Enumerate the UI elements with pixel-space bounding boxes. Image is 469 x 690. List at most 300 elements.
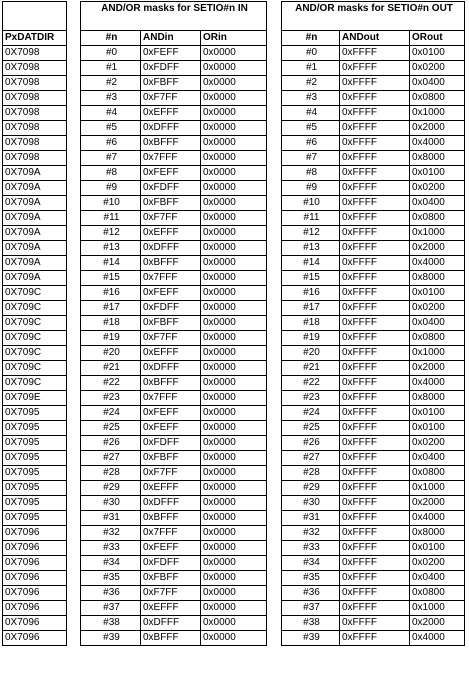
table-cell: 0x0000 xyxy=(201,331,267,346)
table-row xyxy=(81,571,267,586)
table-cell: 0x8000 xyxy=(410,271,465,286)
table-row xyxy=(3,301,67,316)
table-cell: 0xBFFF xyxy=(141,511,201,526)
table-cell: 0xFFFF xyxy=(340,391,410,406)
table-cell: 0x0000 xyxy=(201,586,267,601)
table-row xyxy=(282,91,465,106)
table-cell: 0X7098 xyxy=(3,76,67,91)
table-row xyxy=(3,226,67,241)
table-row xyxy=(81,421,267,436)
table-cell: #39 xyxy=(81,631,141,646)
table-cell: 0X709C xyxy=(3,331,67,346)
table-cell: 0X7095 xyxy=(3,496,67,511)
table-row xyxy=(3,331,67,346)
table-row xyxy=(282,571,465,586)
table-cell: 0x4000 xyxy=(410,376,465,391)
table-cell: 0xFBFF xyxy=(141,451,201,466)
table-row xyxy=(3,436,67,451)
table-cell: 0xFFFF xyxy=(340,526,410,541)
table-row xyxy=(282,181,465,196)
masks-out-title: AND/OR masks for SETIO#n OUT xyxy=(282,2,465,31)
table-row xyxy=(81,406,267,421)
table-cell: 0X709C xyxy=(3,301,67,316)
table-cell: 0xFFFF xyxy=(340,91,410,106)
table-row xyxy=(81,121,267,136)
table-cell: 0xFBFF xyxy=(141,196,201,211)
table-cell: #34 xyxy=(81,556,141,571)
table-row xyxy=(81,91,267,106)
table-cell: #8 xyxy=(282,166,340,181)
table-cell: 0x0000 xyxy=(201,106,267,121)
table-row xyxy=(81,376,267,391)
masks-out-table xyxy=(281,1,465,646)
table-row xyxy=(3,526,67,541)
table-row xyxy=(3,451,67,466)
table-cell: #29 xyxy=(81,481,141,496)
table-row xyxy=(81,466,267,481)
table-row xyxy=(3,466,67,481)
table-cell: 0xFDFF xyxy=(141,61,201,76)
table-row xyxy=(3,406,67,421)
table-row xyxy=(81,106,267,121)
table-cell: #17 xyxy=(282,301,340,316)
table-row xyxy=(81,181,267,196)
table-cell: 0xBFFF xyxy=(141,376,201,391)
table-cell: #30 xyxy=(282,496,340,511)
table-row xyxy=(81,196,267,211)
table-cell: 0xF7FF xyxy=(141,466,201,481)
table-cell: #28 xyxy=(282,466,340,481)
table-cell: 0xFEFF xyxy=(141,421,201,436)
table-cell: #21 xyxy=(282,361,340,376)
table-cell: #35 xyxy=(81,571,141,586)
table-row xyxy=(282,481,465,496)
table-cell: 0xFFFF xyxy=(340,136,410,151)
table-cell: 0x0000 xyxy=(201,616,267,631)
table-cell: 0xFEFF xyxy=(141,166,201,181)
table-cell: #23 xyxy=(282,391,340,406)
table-row xyxy=(282,331,465,346)
table-cell: 0X709C xyxy=(3,376,67,391)
table-cell: 0x8000 xyxy=(410,391,465,406)
datdir-table-body xyxy=(3,2,67,646)
table-cell: 0x8000 xyxy=(410,151,465,166)
table-cell: 0X7095 xyxy=(3,436,67,451)
table-cell: 0xDFFF xyxy=(141,361,201,376)
table-cell: 0xFFFF xyxy=(340,181,410,196)
table-cell: 0x0200 xyxy=(410,61,465,76)
table-cell: 0xFDFF xyxy=(141,436,201,451)
table-cell: 0x0000 xyxy=(201,151,267,166)
table-cell: #14 xyxy=(282,256,340,271)
table-cell: 0X7098 xyxy=(3,91,67,106)
table-cell: 0x0100 xyxy=(410,286,465,301)
table-cell: 0x0000 xyxy=(201,301,267,316)
table-cell: #15 xyxy=(282,271,340,286)
table-row xyxy=(282,286,465,301)
table-cell: 0x0000 xyxy=(201,406,267,421)
table-cell: 0x0000 xyxy=(201,556,267,571)
table-row xyxy=(81,361,267,376)
table-cell: #37 xyxy=(282,601,340,616)
table-row xyxy=(282,241,465,256)
table-row xyxy=(3,481,67,496)
table-cell: 0x0000 xyxy=(201,46,267,61)
table-row xyxy=(3,361,67,376)
table-cell: #27 xyxy=(282,451,340,466)
table-row xyxy=(3,271,67,286)
table-cell: #20 xyxy=(282,346,340,361)
table-cell: 0xEFFF xyxy=(141,346,201,361)
table-cell: #1 xyxy=(81,61,141,76)
table-row xyxy=(282,376,465,391)
table-row xyxy=(3,541,67,556)
table-cell: 0xFFFF xyxy=(340,61,410,76)
table-cell: 0x2000 xyxy=(410,361,465,376)
table-row xyxy=(3,106,67,121)
table-cell: #10 xyxy=(81,196,141,211)
table-row xyxy=(3,241,67,256)
table-cell: 0xFFFF xyxy=(340,451,410,466)
datdir-blank-row xyxy=(3,2,67,31)
datdir-table xyxy=(2,1,67,646)
table-cell: 0x7FFF xyxy=(141,526,201,541)
table-cell: 0X7098 xyxy=(3,106,67,121)
table-cell: 0x0000 xyxy=(201,541,267,556)
table-row xyxy=(282,466,465,481)
table-cell: 0X709A xyxy=(3,181,67,196)
table-cell: 0xFFFF xyxy=(340,496,410,511)
table-cell: 0X709A xyxy=(3,241,67,256)
table-row xyxy=(282,616,465,631)
table-cell: 0X7095 xyxy=(3,511,67,526)
table-cell: 0X709C xyxy=(3,316,67,331)
table-cell: #23 xyxy=(81,391,141,406)
table-cell: #10 xyxy=(282,196,340,211)
table-row xyxy=(81,601,267,616)
table-cell: #7 xyxy=(81,151,141,166)
table-row xyxy=(3,121,67,136)
table-row xyxy=(81,256,267,271)
table-cell: #13 xyxy=(282,241,340,256)
table-row xyxy=(282,46,465,61)
table-cell: #35 xyxy=(282,571,340,586)
table-row xyxy=(81,436,267,451)
table-cell: #17 xyxy=(81,301,141,316)
table-cell: 0xFFFF xyxy=(340,436,410,451)
table-cell: 0x0400 xyxy=(410,196,465,211)
table-cell: 0x4000 xyxy=(410,631,465,646)
table-cell: 0x0000 xyxy=(201,481,267,496)
table-row xyxy=(81,286,267,301)
table-cell: #19 xyxy=(282,331,340,346)
table-row xyxy=(81,61,267,76)
masks-in-table-body xyxy=(81,2,267,646)
table-cell: 0x0000 xyxy=(201,511,267,526)
table-row xyxy=(3,181,67,196)
table-cell: 0xFFFF xyxy=(340,361,410,376)
table-cell: 0x0000 xyxy=(201,421,267,436)
table-cell: 0x1000 xyxy=(410,481,465,496)
table-cell: #24 xyxy=(81,406,141,421)
table-row xyxy=(3,346,67,361)
table-cell: 0x4000 xyxy=(410,511,465,526)
table-cell: 0x0100 xyxy=(410,406,465,421)
table-cell: 0x0100 xyxy=(410,421,465,436)
table-cell: 0X7098 xyxy=(3,46,67,61)
table-cell: 0xFFFF xyxy=(340,331,410,346)
table-cell: 0X709A xyxy=(3,196,67,211)
table-row xyxy=(282,61,465,76)
table-cell: 0x0000 xyxy=(201,166,267,181)
table-cell: 0x0000 xyxy=(201,61,267,76)
table-cell: 0xFEFF xyxy=(141,46,201,61)
table-cell: 0x0000 xyxy=(201,121,267,136)
table-row xyxy=(3,196,67,211)
table-row xyxy=(81,391,267,406)
table-row xyxy=(3,511,67,526)
table-cell: #15 xyxy=(81,271,141,286)
table-cell: 0x0000 xyxy=(201,376,267,391)
table-cell: 0xF7FF xyxy=(141,91,201,106)
table-row xyxy=(3,496,67,511)
table-cell: 0x0000 xyxy=(201,601,267,616)
table-cell: 0x0000 xyxy=(201,571,267,586)
table-cell: #39 xyxy=(282,631,340,646)
table-row xyxy=(3,166,67,181)
table-cell: 0xF7FF xyxy=(141,586,201,601)
table-cell: 0x0800 xyxy=(410,466,465,481)
table-cell: 0xFFFF xyxy=(340,601,410,616)
table-cell: #7 xyxy=(282,151,340,166)
table-cell: #26 xyxy=(81,436,141,451)
table-cell: 0x7FFF xyxy=(141,151,201,166)
table-cell: 0xEFFF xyxy=(141,601,201,616)
table-cell: 0xFFFF xyxy=(340,76,410,91)
table-row xyxy=(282,361,465,376)
table-row xyxy=(3,316,67,331)
table-cell: #3 xyxy=(81,91,141,106)
table-cell: 0xFFFF xyxy=(340,256,410,271)
table-cell: 0xFFFF xyxy=(340,271,410,286)
table-cell: 0xFFFF xyxy=(340,226,410,241)
table-cell: 0xFFFF xyxy=(340,376,410,391)
table-cell: #6 xyxy=(81,136,141,151)
table-cell: 0xDFFF xyxy=(141,241,201,256)
table-cell: 0xFFFF xyxy=(340,241,410,256)
table-row xyxy=(282,256,465,271)
table-cell: #16 xyxy=(282,286,340,301)
table-cell: 0X7096 xyxy=(3,601,67,616)
table-cell: #2 xyxy=(282,76,340,91)
table-cell: 0X7096 xyxy=(3,571,67,586)
masks-in-title: AND/OR masks for SETIO#n IN xyxy=(81,2,267,31)
table-cell: #5 xyxy=(282,121,340,136)
table-cell: 0xDFFF xyxy=(141,121,201,136)
table-cell: 0x0200 xyxy=(410,181,465,196)
table-cell: 0xF7FF xyxy=(141,211,201,226)
table-row xyxy=(3,631,67,646)
table-row xyxy=(282,586,465,601)
table-cell: 0x0400 xyxy=(410,316,465,331)
table-cell: 0X7095 xyxy=(3,406,67,421)
table-cell: 0X7096 xyxy=(3,631,67,646)
table-row xyxy=(81,496,267,511)
table-cell: 0x0000 xyxy=(201,181,267,196)
col-header-andin: ANDin xyxy=(141,31,201,46)
table-cell: 0x0400 xyxy=(410,451,465,466)
table-cell: 0X709A xyxy=(3,271,67,286)
table-cell: #18 xyxy=(81,316,141,331)
table-cell: #0 xyxy=(282,46,340,61)
table-row xyxy=(3,556,67,571)
table-cell: 0X7096 xyxy=(3,526,67,541)
table-cell: 0xFFFF xyxy=(340,586,410,601)
table-row xyxy=(282,601,465,616)
table-cell: 0x0800 xyxy=(410,331,465,346)
table-cell: 0xF7FF xyxy=(141,331,201,346)
pxdatdir-header: PxDATDIR xyxy=(3,31,67,46)
table-row xyxy=(282,541,465,556)
table-cell: #26 xyxy=(282,436,340,451)
masks-out-header-row xyxy=(282,31,465,46)
table-row xyxy=(3,91,67,106)
table-cell: 0x0000 xyxy=(201,256,267,271)
table-cell: 0x1000 xyxy=(410,226,465,241)
table-cell: 0x8000 xyxy=(410,526,465,541)
table-row xyxy=(282,271,465,286)
table-cell: 0xFDFF xyxy=(141,301,201,316)
table-cell: #4 xyxy=(81,106,141,121)
table-cell: 0X709C xyxy=(3,346,67,361)
table-cell: 0xEFFF xyxy=(141,106,201,121)
table-cell: 0xFFFF xyxy=(340,211,410,226)
table-cell: 0X7096 xyxy=(3,586,67,601)
table-cell: 0xFBFF xyxy=(141,571,201,586)
table-cell: 0X709A xyxy=(3,166,67,181)
table-cell: #30 xyxy=(81,496,141,511)
table-row xyxy=(3,151,67,166)
table-cell: 0xBFFF xyxy=(141,256,201,271)
table-cell: 0xFFFF xyxy=(340,121,410,136)
table-cell: 0xFFFF xyxy=(340,421,410,436)
table-cell: 0X7098 xyxy=(3,61,67,76)
table-cell: 0X709A xyxy=(3,211,67,226)
table-cell: #2 xyxy=(81,76,141,91)
table-row xyxy=(3,421,67,436)
table-cell: 0xFBFF xyxy=(141,76,201,91)
table-row xyxy=(282,136,465,151)
table-cell: #4 xyxy=(282,106,340,121)
table-cell: 0x2000 xyxy=(410,241,465,256)
table-cell: 0x0000 xyxy=(201,361,267,376)
table-row xyxy=(81,301,267,316)
table-cell: 0X7098 xyxy=(3,121,67,136)
table-cell: 0x0200 xyxy=(410,301,465,316)
table-row xyxy=(81,46,267,61)
table-cell: 0x2000 xyxy=(410,121,465,136)
table-cell: 0xDFFF xyxy=(141,616,201,631)
table-row xyxy=(282,166,465,181)
table-row xyxy=(81,226,267,241)
table-row xyxy=(81,541,267,556)
table-row xyxy=(81,556,267,571)
table-cell: 0xFEFF xyxy=(141,286,201,301)
masks-out-table-body xyxy=(282,2,465,646)
table-cell: 0x0200 xyxy=(410,556,465,571)
col-header-orin: ORin xyxy=(201,31,267,46)
table-row xyxy=(282,196,465,211)
table-cell: 0x0000 xyxy=(201,391,267,406)
table-cell: #21 xyxy=(81,361,141,376)
table-cell: #32 xyxy=(282,526,340,541)
table-cell: #28 xyxy=(81,466,141,481)
table-row xyxy=(282,391,465,406)
table-cell: #11 xyxy=(81,211,141,226)
table-cell: #38 xyxy=(81,616,141,631)
masks-in-table xyxy=(80,1,267,646)
table-cell: #33 xyxy=(282,541,340,556)
table-row xyxy=(282,631,465,646)
table-cell: #38 xyxy=(282,616,340,631)
table-row xyxy=(81,451,267,466)
table-row xyxy=(81,166,267,181)
col-header-orout: ORout xyxy=(410,31,465,46)
table-cell: 0x4000 xyxy=(410,256,465,271)
table-cell: #13 xyxy=(81,241,141,256)
table-cell: 0x0100 xyxy=(410,166,465,181)
table-cell: #12 xyxy=(282,226,340,241)
table-row xyxy=(81,526,267,541)
table-cell: 0xFBFF xyxy=(141,316,201,331)
table-cell: 0x0000 xyxy=(201,226,267,241)
table-cell: 0x1000 xyxy=(410,106,465,121)
table-row xyxy=(3,211,67,226)
table-cell: 0xFFFF xyxy=(340,301,410,316)
table-row xyxy=(282,556,465,571)
table-cell: #9 xyxy=(282,181,340,196)
table-row xyxy=(282,211,465,226)
table-row xyxy=(81,616,267,631)
table-cell: #29 xyxy=(282,481,340,496)
table-cell: #14 xyxy=(81,256,141,271)
table-cell: 0xFFFF xyxy=(340,46,410,61)
table-cell: 0x0800 xyxy=(410,211,465,226)
table-row xyxy=(81,151,267,166)
table-row xyxy=(81,136,267,151)
table-cell: 0x0100 xyxy=(410,541,465,556)
table-cell: 0xBFFF xyxy=(141,631,201,646)
table-row xyxy=(282,526,465,541)
table-cell: 0x0000 xyxy=(201,271,267,286)
table-cell: 0x0000 xyxy=(201,91,267,106)
col-header-andout: ANDout xyxy=(340,31,410,46)
table-cell: 0X709C xyxy=(3,361,67,376)
table-cell: 0X709A xyxy=(3,226,67,241)
table-row xyxy=(282,406,465,421)
table-cell: 0X7098 xyxy=(3,151,67,166)
table-cell: 0x0400 xyxy=(410,571,465,586)
table-row xyxy=(3,391,67,406)
table-cell: #3 xyxy=(282,91,340,106)
table-row xyxy=(81,586,267,601)
table-cell: #0 xyxy=(81,46,141,61)
table-cell: 0X7095 xyxy=(3,466,67,481)
table-row xyxy=(282,226,465,241)
table-cell: #5 xyxy=(81,121,141,136)
table-cell: 0xFDFF xyxy=(141,181,201,196)
table-cell: 0x0400 xyxy=(410,76,465,91)
